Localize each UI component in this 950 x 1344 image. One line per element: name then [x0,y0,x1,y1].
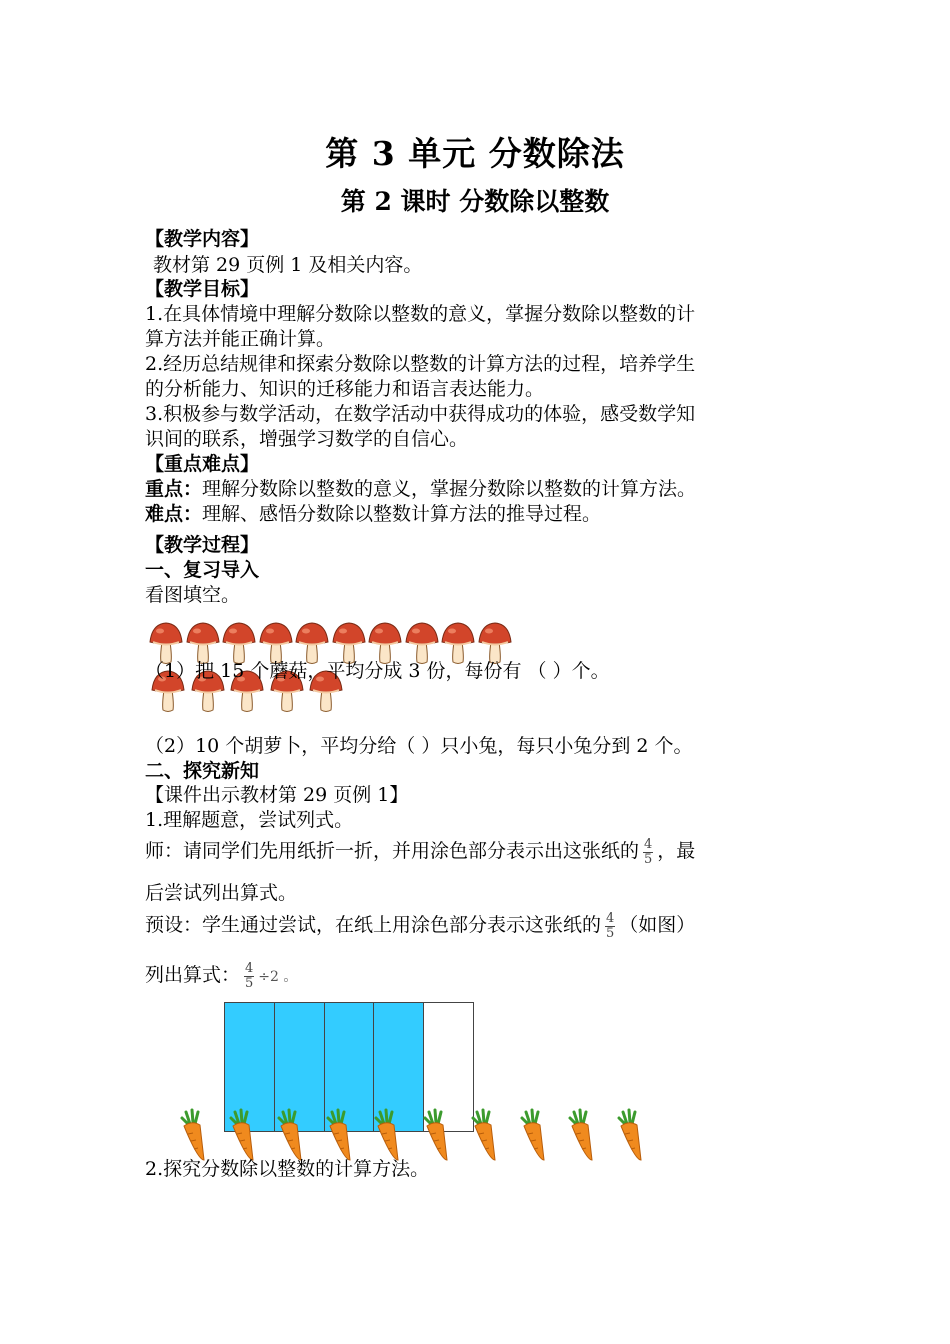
goal-line: 3.积极参与数学活动，在数学活动中获得成功的体验，感受数学知 [145,403,696,425]
goals-heading: 【教学目标】 [145,278,260,300]
preset-text-end: （如图） [619,914,696,936]
fraction-denominator: 5 [245,975,254,991]
preset-text: 预设：学生通过尝试，在纸上用涂色部分表示这张纸的 [145,914,602,936]
courseware-note: 【课件出示教材第 29 页例 1】 [145,784,409,806]
teacher-line [145,836,695,867]
part2-heading: 二、探究新知 [145,760,260,782]
goal-line: 识间的联系，增强学习数学的自信心。 [145,428,469,450]
step-1: 1.理解题意，尝试列式。 [145,809,354,831]
formula-tail: ÷2 。 [258,969,298,985]
process-heading: 【教学过程】 [145,534,260,556]
goal-line: 算方法并能正确计算。 [145,328,336,350]
key-label: 重点： [145,478,203,500]
key-point [145,474,696,501]
carrot-icon [467,1108,503,1164]
teacher-text: 师：请同学们先用纸折一折，并用涂色部分表示出这张纸的 [145,840,640,862]
question-2: （2）10 个胡萝卜，平均分给（ ）只小兔，每只小兔分到 2 个。 [145,735,693,757]
step-2: 2.探究分数除以整数的计算方法。 [145,1158,430,1180]
goal-line: 的分析能力、知识的迁移能力和语言表达能力。 [145,378,545,400]
question-1: （1）把 15 个蘑菇，平均分成 3 份，每份有 （ ）个。 [145,660,610,682]
part1-intro: 看图填空。 [145,584,241,606]
key-text: 理解分数除以整数的意义，掌握分数除以整数的计算方法。 [202,478,697,500]
carrot-icon [516,1108,552,1164]
fraction [643,838,653,867]
fraction-numerator: 4 [245,960,254,976]
teacher-text-end: ，最 [657,840,696,862]
preset-line [145,910,695,941]
diff-label: 难点： [145,503,203,525]
unit-title: 第 3 单元 分数除法 [325,134,625,173]
lesson-title: 第 2 课时 分数除以整数 [340,187,610,216]
teacher-line-2: 后尝试列出算式。 [145,882,298,904]
fraction-numerator: 4 [606,910,615,926]
fraction-numerator: 4 [644,836,653,852]
key-heading: 【重点难点】 [145,453,260,475]
fraction [605,912,615,941]
carrot-icon [564,1108,600,1164]
fraction-denominator: 5 [644,851,653,867]
formula-label: 列出算式： [145,964,241,986]
diff-text: 理解、感悟分数除以整数计算方法的推导过程。 [202,503,602,525]
formula-line [145,960,297,991]
carrot-icon [613,1108,649,1164]
goal-line: 1.在具体情境中理解分数除以整数的意义，掌握分数除以整数的计 [145,303,696,325]
content-text: 教材第 29 页例 1 及相关内容。 [153,254,423,276]
goal-line: 2.经历总结规律和探索分数除以整数的计算方法的过程，培养学生 [145,353,696,375]
difficulty-point [145,499,601,526]
part1-heading: 一、复习导入 [145,559,260,581]
fraction-denominator: 5 [606,925,615,941]
content-heading: 【教学内容】 [145,228,260,250]
fraction [244,962,254,991]
